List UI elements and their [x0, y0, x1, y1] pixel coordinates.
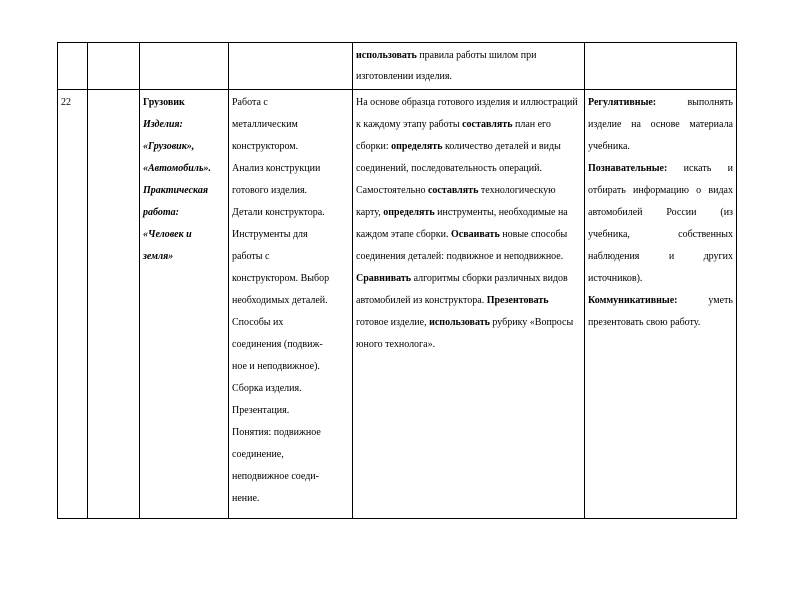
- uud-text: выполнять изделие на основе материала учебника.: [588, 97, 733, 152]
- lesson-table: [57, 42, 737, 519]
- activity-text: инструменты, необходимые на каждом этапе сборки.: [356, 207, 568, 240]
- activity-verb: Сравнивать: [356, 273, 412, 284]
- cell-lesson-number: [58, 90, 88, 519]
- uud-text: уметь презентовать свою работу.: [588, 295, 733, 328]
- activity-text: алгоритмы сборки различных видов автомобилей из конструктора.: [356, 273, 568, 306]
- uud-text: искать и отбирать информацию о видах автомобилей России (из учебника, собственных наблюдения и других источников).: [588, 163, 733, 284]
- content-line: Способы их: [232, 317, 284, 328]
- topic-line: Практическая: [143, 185, 209, 196]
- content-line: нение.: [232, 493, 260, 504]
- activity-text: готовое изделие,: [356, 317, 430, 328]
- cell-content-empty: [229, 43, 353, 90]
- topic-line: Изделия:: [143, 119, 183, 130]
- activity-text: На основе образца готового изделия и иллюстраций к каждому этапу работы: [356, 97, 578, 130]
- uud-communicative: [588, 290, 733, 334]
- content-line: ное и неподвижное).: [232, 361, 320, 372]
- cell-date: [88, 90, 140, 519]
- activity-verb: Презентовать: [486, 295, 549, 306]
- cell-number-empty: [58, 43, 88, 90]
- activity-verb: составлять: [427, 185, 479, 196]
- lesson-number: 22: [61, 97, 71, 108]
- activity-text: Самостоятельно: [356, 185, 428, 196]
- cell-uud-empty: [585, 43, 737, 90]
- cell-date-empty: [88, 43, 140, 90]
- content-line: Презентация.: [232, 405, 290, 416]
- cell-topic-empty: [140, 43, 229, 90]
- activity-text: количество деталей и виды соединений, последовательность операций.: [356, 141, 561, 174]
- activity-paragraph-1: [356, 92, 581, 180]
- content-line: Сборка изделия.: [232, 383, 302, 394]
- content-line: соединения (подвиж-: [232, 339, 323, 350]
- uud-regulative: [588, 92, 733, 158]
- activity-text: новые способы соединения деталей: подвижное и неподвижное.: [356, 229, 568, 262]
- cell-uud: [585, 90, 737, 519]
- uud-label: Познавательные:: [588, 163, 668, 174]
- content-line: конструктором.: [232, 141, 299, 152]
- topic-line: «Автомобиль».: [143, 163, 212, 174]
- topic-line: «Грузовик»,: [143, 141, 195, 152]
- topic-line: земля»: [143, 251, 174, 262]
- activity-text: план его сборки:: [356, 119, 551, 152]
- content-line: металлическим: [232, 119, 298, 130]
- activity-verb: использовать: [429, 317, 490, 328]
- content-line: работы с: [232, 251, 270, 262]
- cell-content: [229, 90, 353, 519]
- content-line: соединение,: [232, 449, 284, 460]
- activity-verb: составлять: [462, 119, 513, 130]
- content-line: Понятия: подвижное: [232, 427, 321, 438]
- activity-text: правила работы шилом при изготовлении изделия.: [356, 50, 537, 82]
- topic-line: «Человек и: [143, 229, 192, 240]
- table-row-lesson-22: [58, 90, 737, 519]
- activity-paragraph-2: [356, 180, 581, 356]
- content-line: конструктором. Выбор: [232, 273, 330, 284]
- activity-text: рубрику «Вопросы юного технолога».: [356, 317, 574, 350]
- content-line: Детали конструктора.: [232, 207, 325, 218]
- activity-verb: использовать: [356, 50, 417, 61]
- content-line: готового изделия.: [232, 185, 308, 196]
- content-line: Анализ конструкции: [232, 163, 321, 174]
- activity-text: технологическую карту,: [356, 185, 556, 218]
- cell-activity: [353, 90, 585, 519]
- cell-topic: [140, 90, 229, 519]
- uud-cognitive: [588, 158, 733, 290]
- content-line: Работа с: [232, 97, 268, 108]
- cell-activity-continuation: [353, 43, 585, 90]
- uud-label: Регулятивные:: [588, 97, 657, 108]
- uud-label: Коммуникативные:: [588, 295, 678, 306]
- topic-title: Грузовик: [143, 97, 185, 108]
- topic-line: работа:: [143, 207, 179, 218]
- table-row-continuation: [58, 43, 737, 90]
- activity-verb: определять: [383, 207, 435, 218]
- activity-verb: Осваивать: [451, 229, 500, 240]
- activity-verb: определять: [391, 141, 443, 152]
- content-line: неподвижное соеди-: [232, 471, 319, 482]
- content-line: Инструменты для: [232, 229, 308, 240]
- content-line: необходимых деталей.: [232, 295, 328, 306]
